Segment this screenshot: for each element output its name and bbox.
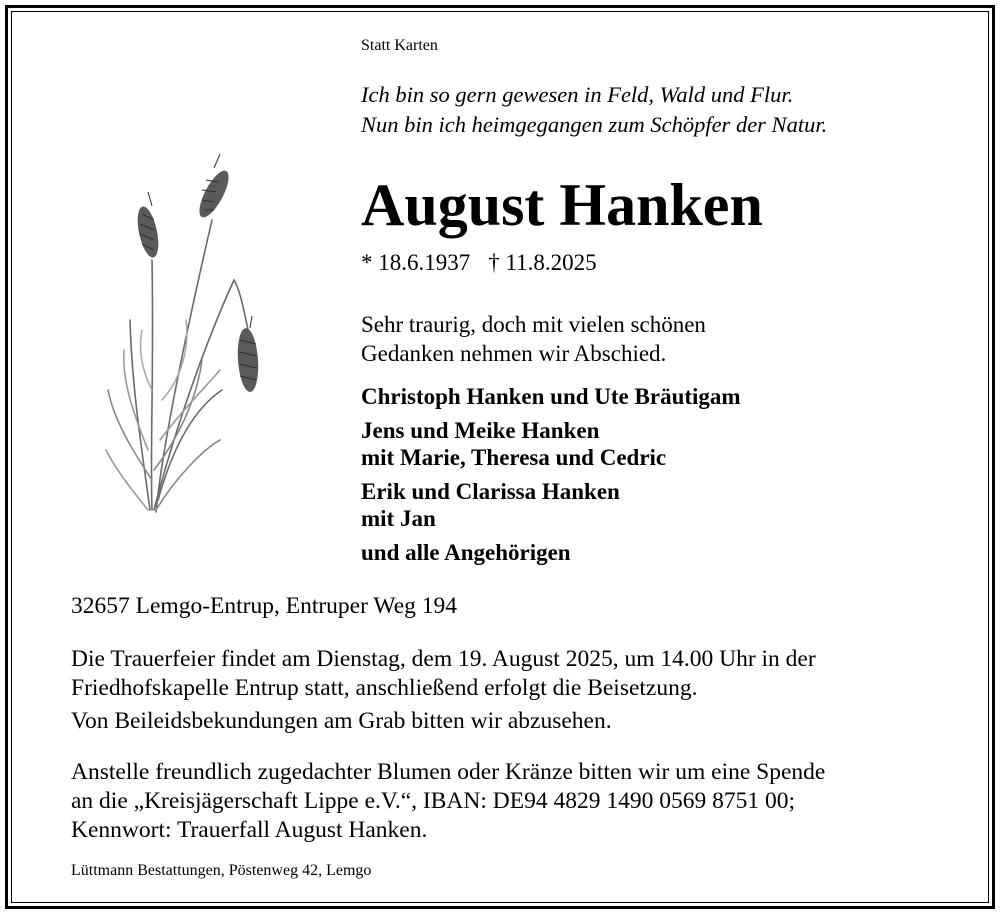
death-date: † 11.8.2025 <box>488 250 597 275</box>
life-dates <box>361 248 597 277</box>
statt-karten-label: Statt Karten <box>361 37 438 54</box>
poem-line-2: Nun bin ich heimgegangen zum Schöpfer der Natur. <box>361 112 828 137</box>
condolence-note: Von Beileidsbekundungen am Grab bitten wir abzusehen. <box>71 708 612 734</box>
funeral-home: Lüttmann Bestattungen, Pöstenweg 42, Lemgo <box>71 862 372 879</box>
poem-line-1: Ich bin so gern gewesen in Feld, Wald und Flur. <box>361 82 794 107</box>
message-line-2: Gedanken nehmen wir Abschied. <box>361 341 667 366</box>
service-line-2: Friedhofskapelle Entrup statt, anschließend erfolgt die Beisetzung. <box>71 675 698 701</box>
mourner-jens-children: mit Marie, Theresa und Cedric <box>361 445 667 470</box>
donation-line-3: Kennwort: Trauerfall August Hanken. <box>71 817 428 843</box>
birth-date: * 18.6.1937 <box>361 250 471 275</box>
mourner-jens: Jens und Meike Hanken <box>361 418 600 443</box>
message-line-1: Sehr traurig, doch mit vielen schönen <box>361 312 706 337</box>
mourner-all-relatives: und alle Angehörigen <box>361 540 571 565</box>
mourner-christoph: Christoph Hanken und Ute Bräutigam <box>361 384 741 409</box>
deceased-name: August Hanken <box>361 172 763 238</box>
donation-line-2: an die „Kreisjägerschaft Lippe e.V.“, IBAN: DE94 4829 1490 0569 8751 00; <box>71 788 795 814</box>
mourner-erik-children: mit Jan <box>361 506 436 531</box>
donation-line-1: Anstelle freundlich zugedachter Blumen oder Kränze bitten wir um eine Spende <box>71 759 826 785</box>
wheat-ears-illustration <box>102 150 268 522</box>
service-line-1: Die Trauerfeier findet am Dienstag, dem 19. August 2025, um 14.00 Uhr in der <box>71 646 816 672</box>
mourner-erik: Erik und Clarissa Hanken <box>361 479 620 504</box>
home-address: 32657 Lemgo-Entrup, Entruper Weg 194 <box>71 593 457 619</box>
